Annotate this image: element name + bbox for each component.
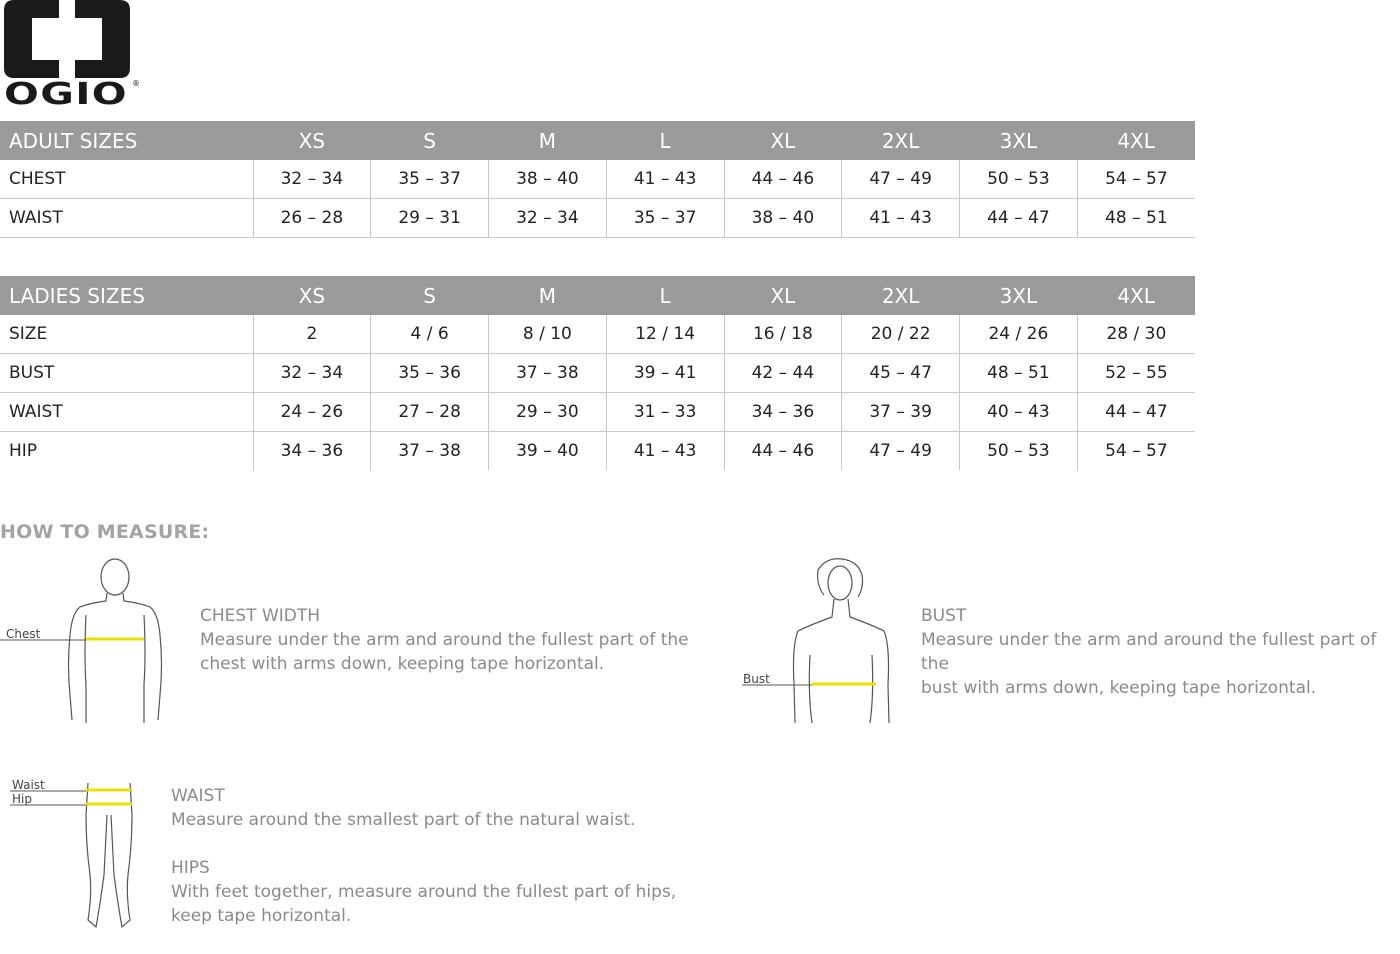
table-cell: 28 / 30 <box>1077 315 1195 354</box>
table-cell: 29 – 30 <box>489 393 607 432</box>
table-cell: 24 – 26 <box>253 393 371 432</box>
table-cell: 47 – 49 <box>842 160 960 199</box>
table-cell: 38 – 40 <box>724 199 842 238</box>
how-to-measure-title: HOW TO MEASURE: <box>0 521 210 543</box>
adult-size-header: L <box>606 121 724 160</box>
table-cell: 40 – 43 <box>960 393 1078 432</box>
table-cell: 35 – 36 <box>371 354 489 393</box>
table-cell: 12 / 14 <box>606 315 724 354</box>
ladies-size-header: XS <box>253 276 371 315</box>
table-cell: 37 – 39 <box>842 393 960 432</box>
row-label: WAIST <box>0 393 253 432</box>
adult-row-waist <box>0 199 1195 238</box>
chest-instructions <box>200 604 700 676</box>
female-figure-illustration <box>738 555 908 725</box>
table-cell: 32 – 34 <box>253 160 371 199</box>
table-cell: 35 – 37 <box>371 160 489 199</box>
row-label: BUST <box>0 354 253 393</box>
table-cell: 44 – 47 <box>960 199 1078 238</box>
adult-size-table <box>0 121 1195 238</box>
hip-figure-label: Hip <box>12 792 32 806</box>
adult-size-header: 2XL <box>842 121 960 160</box>
bust-text-line: Measure under the arm and around the fullest part of the <box>921 630 1377 674</box>
table-cell: 24 / 26 <box>960 315 1078 354</box>
bust-heading: BUST <box>921 606 967 626</box>
chest-text-line: chest with arms down, keeping tape horizontal. <box>200 654 605 674</box>
table-cell: 31 – 33 <box>606 393 724 432</box>
table-cell: 37 – 38 <box>489 354 607 393</box>
row-label: SIZE <box>0 315 253 354</box>
ladies-row-bust <box>0 354 1195 393</box>
adult-size-header: 4XL <box>1077 121 1195 160</box>
table-cell: 38 – 40 <box>489 160 607 199</box>
ogio-logo <box>4 0 140 106</box>
ladies-size-header: L <box>606 276 724 315</box>
adult-size-header: S <box>371 121 489 160</box>
bust-text-line: bust with arms down, keeping tape horizontal. <box>921 678 1317 698</box>
adult-size-header: 3XL <box>960 121 1078 160</box>
table-cell: 39 – 41 <box>606 354 724 393</box>
table-cell: 41 – 43 <box>606 160 724 199</box>
chest-text-line: Measure under the arm and around the fullest part of the <box>200 630 689 650</box>
table-cell: 8 / 10 <box>489 315 607 354</box>
legs-figure-illustration <box>0 775 145 935</box>
bust-instructions <box>921 604 1400 700</box>
table-cell: 27 – 28 <box>371 393 489 432</box>
table-cell: 44 – 46 <box>724 160 842 199</box>
table-cell: 52 – 55 <box>1077 354 1195 393</box>
hips-instructions <box>171 856 691 928</box>
row-label: WAIST <box>0 199 253 238</box>
table-cell: 32 – 34 <box>253 354 371 393</box>
table-cell: 29 – 31 <box>371 199 489 238</box>
table-cell: 41 – 43 <box>606 432 724 471</box>
hips-heading: HIPS <box>171 858 210 878</box>
table-cell: 48 – 51 <box>1077 199 1195 238</box>
ladies-row-waist <box>0 393 1195 432</box>
table-cell: 35 – 37 <box>606 199 724 238</box>
table-cell: 32 – 34 <box>489 199 607 238</box>
adult-size-header: XS <box>253 121 371 160</box>
table-cell: 39 – 40 <box>489 432 607 471</box>
table-cell: 50 – 53 <box>960 432 1078 471</box>
adult-row-chest <box>0 160 1195 199</box>
waist-figure-label: Waist <box>12 778 45 792</box>
adult-size-header: M <box>489 121 607 160</box>
table-cell: 37 – 38 <box>371 432 489 471</box>
table-cell: 2 <box>253 315 371 354</box>
table-cell: 48 – 51 <box>960 354 1078 393</box>
ladies-size-table <box>0 276 1195 470</box>
ladies-header-row <box>0 276 1195 315</box>
male-figure-illustration <box>0 555 170 725</box>
table-cell: 34 – 36 <box>253 432 371 471</box>
ladies-size-header: XL <box>724 276 842 315</box>
table-cell: 16 / 18 <box>724 315 842 354</box>
adult-title: ADULT SIZES <box>0 121 253 160</box>
table-cell: 44 – 46 <box>724 432 842 471</box>
adult-size-header: XL <box>724 121 842 160</box>
row-label: HIP <box>9 441 38 461</box>
table-cell: 34 – 36 <box>724 393 842 432</box>
ladies-size-header: 4XL <box>1077 276 1195 315</box>
table-cell: 41 – 43 <box>842 199 960 238</box>
ladies-size-header: 3XL <box>960 276 1078 315</box>
table-cell: 26 – 28 <box>253 199 371 238</box>
ladies-row-hip <box>0 432 1195 471</box>
chest-figure-label: Chest <box>6 627 41 641</box>
ladies-row-size <box>0 315 1195 354</box>
table-cell: 50 – 53 <box>960 160 1078 199</box>
ladies-title: LADIES SIZES <box>0 276 253 315</box>
waist-text-line: Measure around the smallest part of the natural waist. <box>171 810 636 830</box>
table-cell: 47 – 49 <box>842 432 960 471</box>
ladies-size-header: 2XL <box>842 276 960 315</box>
table-cell: 4 / 6 <box>371 315 489 354</box>
table-cell: 20 / 22 <box>842 315 960 354</box>
table-cell: 54 – 57 <box>1077 432 1195 471</box>
waist-heading: WAIST <box>171 786 225 806</box>
hips-text-line: With feet together, measure around the fullest part of hips, <box>171 882 677 902</box>
registered-mark: ® <box>132 79 140 88</box>
table-cell: 42 – 44 <box>724 354 842 393</box>
ladies-size-header: S <box>371 276 489 315</box>
bust-figure-label: Bust <box>743 672 770 686</box>
table-cell: 54 – 57 <box>1077 160 1195 199</box>
ladies-size-header: M <box>489 276 607 315</box>
hips-text-line: keep tape horizontal. <box>171 906 352 926</box>
brand-wordmark: OGIO <box>4 77 128 106</box>
waist-instructions <box>171 784 691 832</box>
table-cell: 44 – 47 <box>1077 393 1195 432</box>
chest-heading: CHEST WIDTH <box>200 606 321 626</box>
row-label: CHEST <box>0 160 253 199</box>
adult-header-row <box>0 121 1195 160</box>
table-cell: 45 – 47 <box>842 354 960 393</box>
